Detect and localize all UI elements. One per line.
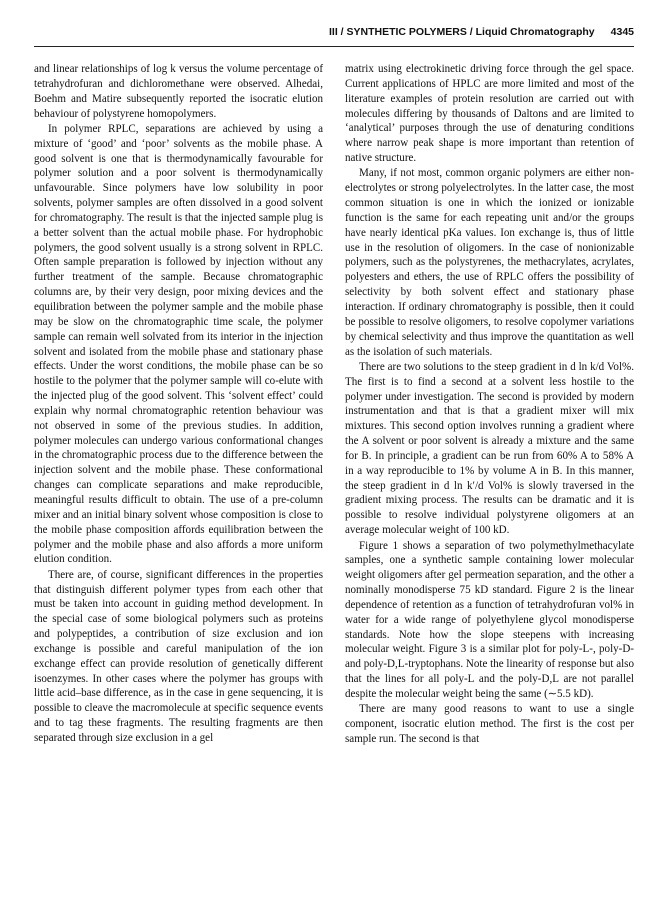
paragraph: In polymer RPLC, separations are achieved by using a mixture of ‘good’ and ‘poor’ solvents as the mobile phase. A good solvent is one that is thermodynamically favourable for polymer solution and a poor solvent is thermodynamically unfavourable. Since polymers have low solubility in poor solvents, polymer samples are often dissolved in a good solvent for chromatography. The result is that the injected sample plug is a better solvent than the actual mobile phase. For hydrophobic polymers, the good solvent usually is a strong solvent in RPLC. Often sample preparation is followed by injection without any further treatment of the sample. Because chromatographic columns are, by their very design, poor mixing devices and the equilibration between the polymer sample and the mobile phase may be slow on the chromatographic time scale, the polymer sample can remain well solvated from its interior in the injection solvent and isolated from the mobile phase and stationary phase effects. Under the worst conditions, the mobile phase can be so hostile to the polymer that the polymer sample will co-elute with the injected plug of the good solvent. This ‘solvent effect’ could explain why normal chromatographic retention behaviour was not observed in some of the previous studies. In addition, polymer molecules can undergo various conformational changes in the chromatographic process due to the difference between the injection solvent and the mobile phase. These conformational changes can complicate separations and make reproducible, meaningful results difficult to obtain. The use of a pre-column mixer and an initial binary solvent whose composition is close to the mobile phase composition affords equilibration between the polymer and the mobile phase and also affords a more uniform elution condition. [34, 122, 323, 566]
paragraph: Figure 1 shows a separation of two polymethylmethacylate samples, one a synthetic sample containing lower molecular weight oligomers after gel permeation separation, and the other a nominally monodisperse 75 kD standard. Figure 2 is the linear dependence of retention as a function of tetrahydrofuran vol% in water for a wide range of polyethylene glycol monodisperse standards. Note how the slope steepens with increasing molecular weight. Figure 3 is a similar plot for poly-L-, poly-D- and poly-D,L-tryptophans. Note the linearity of response but also that the lines for all poly-L and the poly-D,L are not parallel despite the molecular weight being the same (∼5.5 kD). [345, 539, 634, 700]
header-rule [34, 46, 634, 47]
paragraph: There are many good reasons to want to use a single component, isocratic elution method. The first is the cost per sample run. The second is that [345, 703, 634, 745]
running-header [34, 26, 634, 42]
paragraph: and linear relationships of log k versus the volume percentage of tetrahydrofuran and dichloromethane were observed. Alhedai, Boehm and Matire subsequently reported the isocratic elution behaviour of polystyrene homopolymers. [34, 63, 323, 120]
section-title: III / SYNTHETIC POLYMERS / Liquid Chromatography [329, 26, 595, 38]
paragraph: Many, if not most, common organic polymers are either non-electrolytes or strong polyelectrolytes. In the latter case, the most common situation is one in which the ionized or ionizable function is the same for each repeating unit and/or the groups have nearly identical pKa values. Ion exchange is, thus of little use in the resolution of oligomers. In the case of nonionizable polymers, such as the polystyrenes, the methacrylates, acrylates, polyesters and ethers, the use of RPLC offers the possibility of selectivity by both solvent effect and stationary phase interaction. If ordinary chromatography is possible, then it could be possible to resolve oligomers, to resolve copolymer variations by chemical selectivity and thus improve the quantitation as well as the isolation of such materials. [345, 167, 634, 358]
paragraph: matrix using electrokinetic driving force through the gel space. Current applications of HPLC are more limited and most of the literature examples of protein resolution are carried out with molecules differing by thousands of Daltons and are limited to ‘analytical’ purposes through the use of denaturing conditions where narrow peak shape is more important than retention of native structure. [345, 63, 634, 165]
paragraph: There are two solutions to the steep gradient in d ln k/d Vol%. The first is to find a second at a solvent less hostile to the polymer under investigation. The second is provided by modern instrumentation and that is that a gradient mixer will mix mixtures. This second option involves running a gradient where the A solvent or poor solvent is already a mixture and the same for B. In principle, a gradient can be run from 60% A to 58% A in a way reproducible to 1% by volume A in B. In this manner, the steep gradient in d ln k′/d Vol% is slowly traversed in the gradient mixing process. The results can be dramatic and it is possible to resolve individual polystyrene oligomers at an average molecular weight of 100 kD. [345, 360, 634, 537]
left-column [34, 62, 323, 746]
page-number: 4345 [610, 26, 634, 38]
paragraph: There are, of course, significant differences in the properties that distinguish different polymer types from each other that must be taken into account in guiding method development. In the special case of some biological polymers such as proteins and polypeptides, a contribution of size exclusion and ion exchange is possible and careful manipulation of the ion exchange effect can provide resolution of genetically different isoenzymes. In other cases where the polymer has groups with little acid–base difference, as in the case in gene sequencing, it is possible to cleave the macromolecule at specific sequence events and to tag these fragments. The resulting fragments are then separated through size exclusion in a gel [34, 568, 323, 744]
right-column [345, 62, 634, 747]
